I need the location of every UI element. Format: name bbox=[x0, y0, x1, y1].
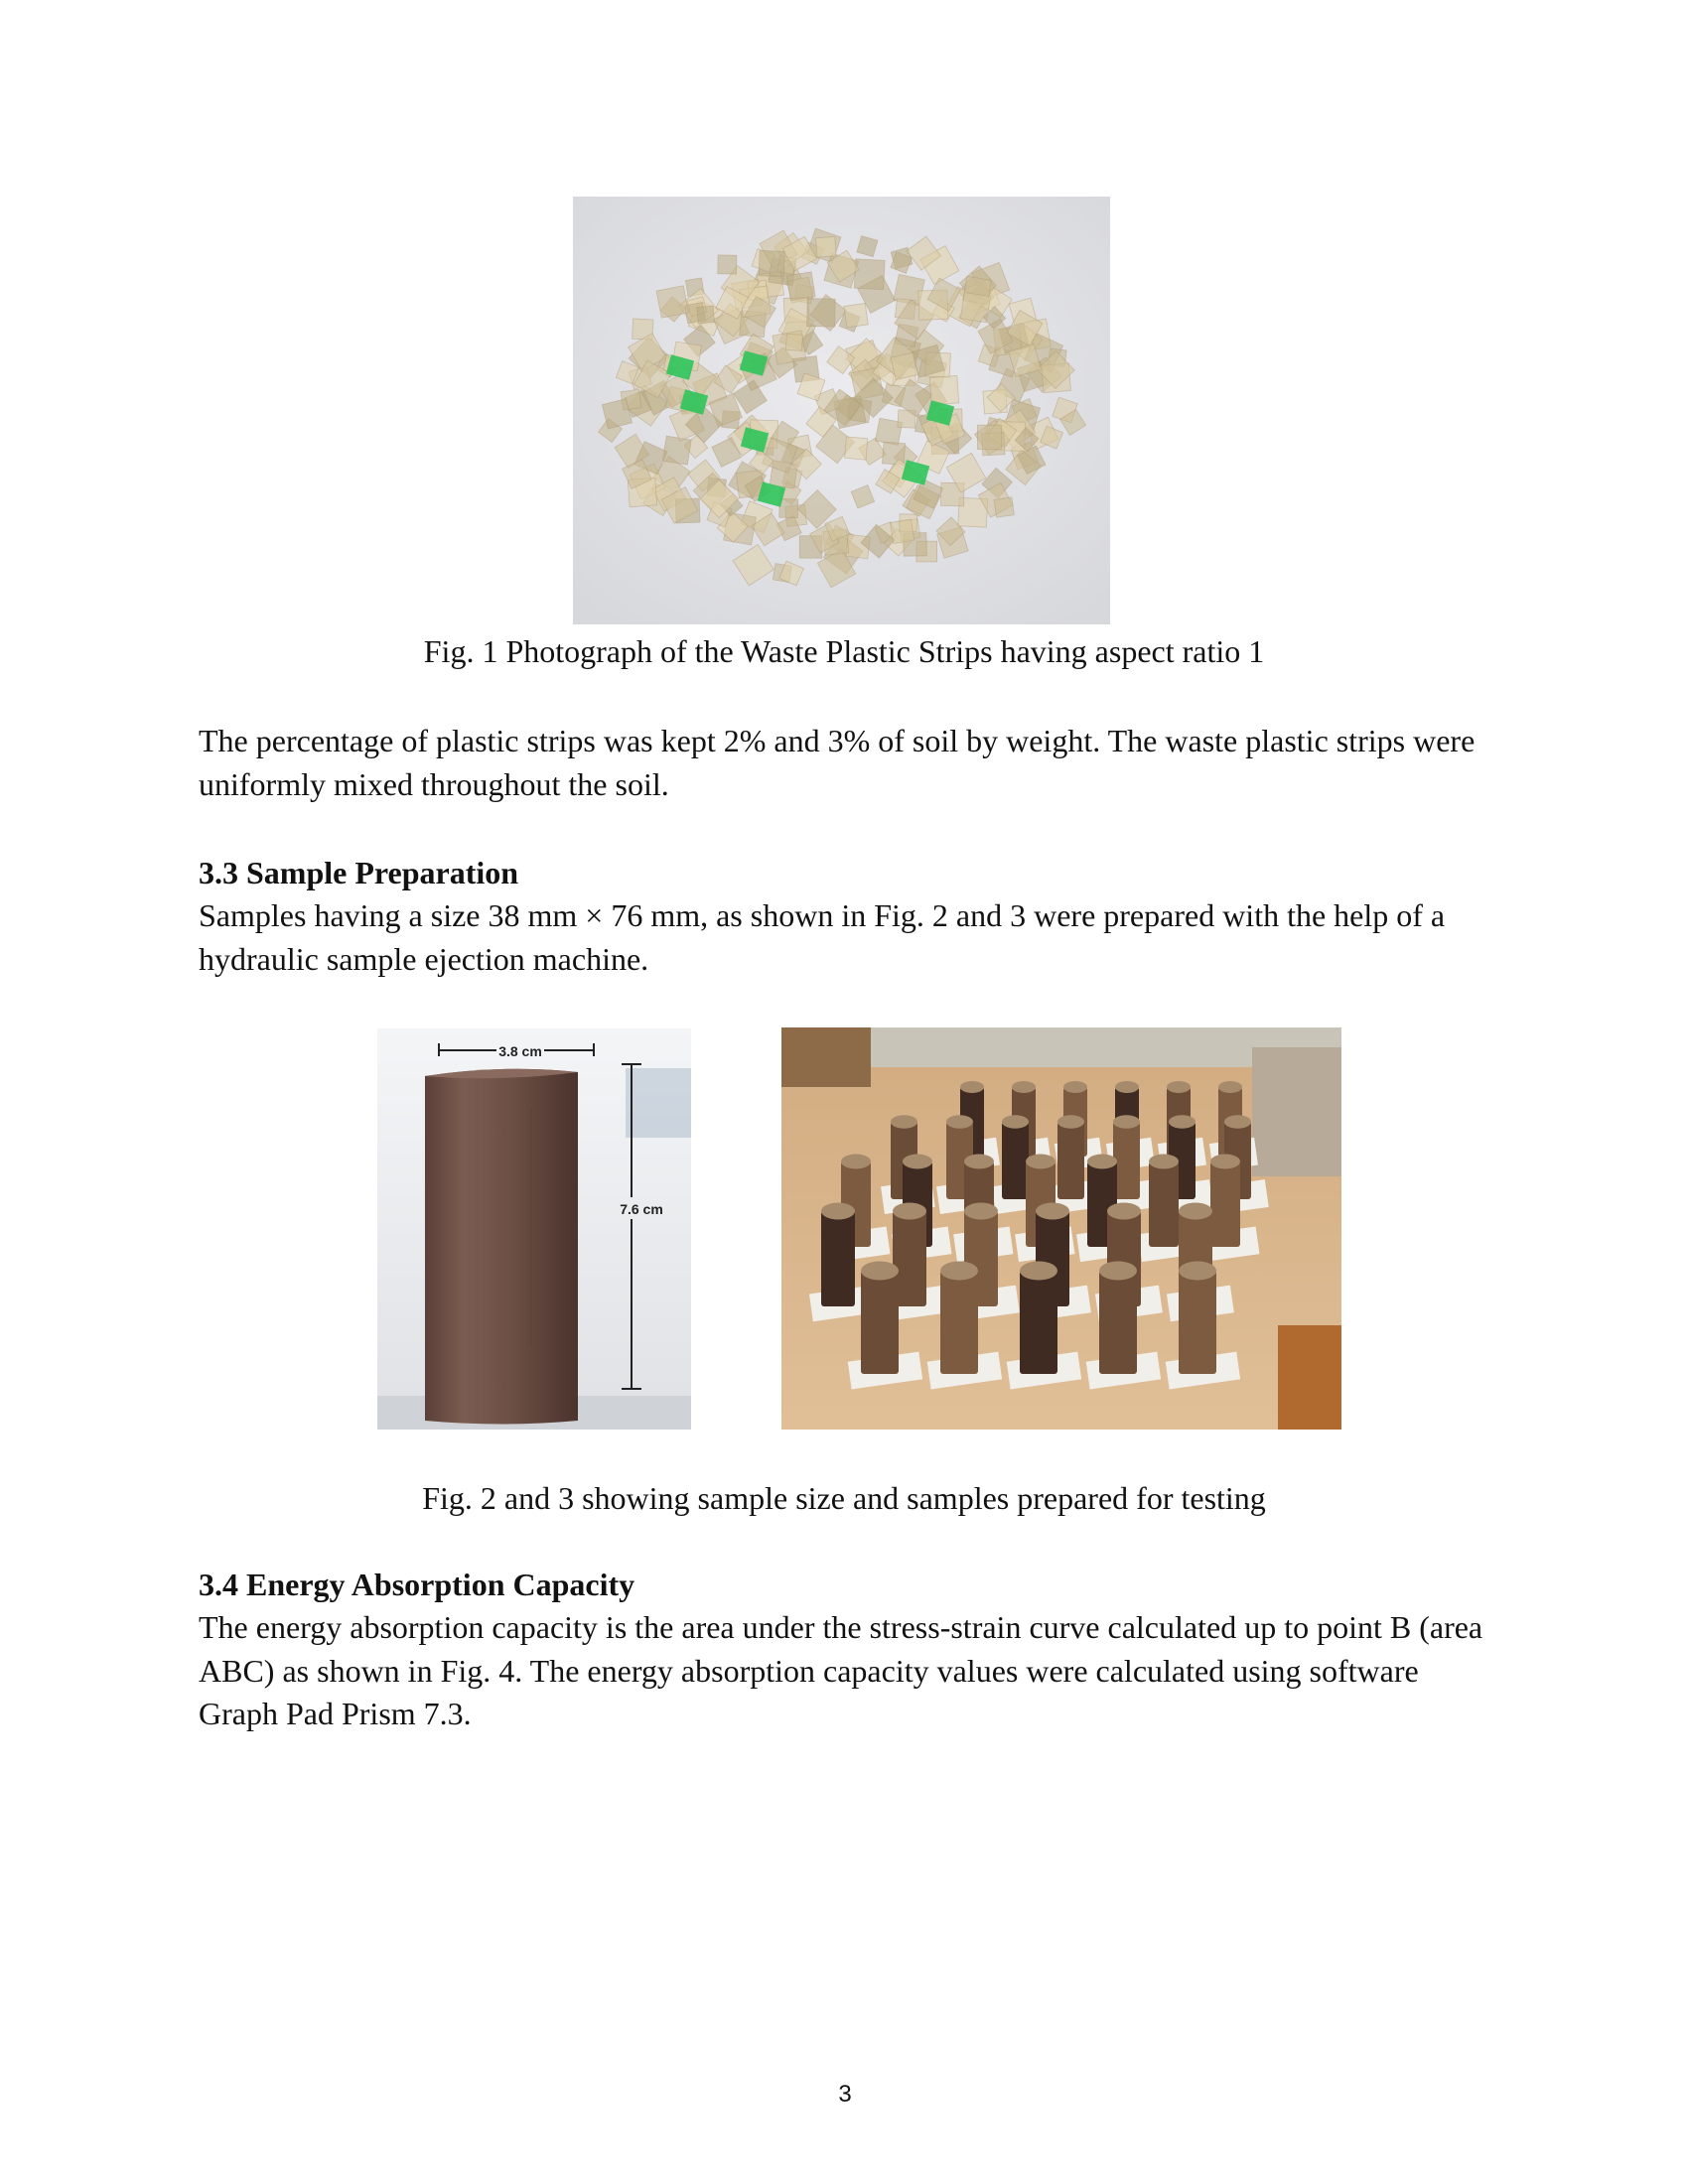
soil-sample-top bbox=[1036, 1203, 1069, 1220]
plastic-strip bbox=[890, 519, 914, 543]
soil-sample-cylinder bbox=[1099, 1271, 1137, 1374]
soil-sample-top bbox=[1002, 1115, 1029, 1129]
soil-sample-top bbox=[1224, 1115, 1251, 1129]
soil-sample-top bbox=[861, 1262, 899, 1281]
width-dimension-label: 3.8 cm bbox=[498, 1043, 542, 1059]
plastic-strip bbox=[994, 497, 1014, 517]
plastic-strip bbox=[785, 334, 802, 350]
soil-sample-top bbox=[964, 1155, 994, 1169]
soil-sample-top bbox=[960, 1081, 984, 1093]
soil-sample-top bbox=[1087, 1155, 1117, 1169]
soil-sample-cylinder bbox=[1179, 1271, 1216, 1374]
soil-sample-top bbox=[1179, 1203, 1212, 1220]
soil-sample-cylinder bbox=[1149, 1161, 1179, 1247]
plastic-strip bbox=[845, 437, 868, 460]
plastic-strip bbox=[807, 299, 835, 327]
soil-sample-top bbox=[1179, 1262, 1216, 1281]
soil-sample-top bbox=[1057, 1115, 1084, 1129]
plastic-strip bbox=[929, 375, 958, 404]
plastic-strip bbox=[759, 250, 784, 276]
plastic-strip bbox=[662, 436, 691, 465]
soil-sample-cylinder bbox=[1057, 1122, 1084, 1199]
section-3-3-text: Samples having a size 38 mm × 76 mm, as shown in Fig. 2 and 3 were prepared with the help of a hydraulic sample ejection machine. bbox=[199, 897, 1446, 977]
plastic-strip bbox=[891, 352, 917, 379]
height-dimension-label: 7.6 cm bbox=[620, 1201, 663, 1217]
soil-sample-top bbox=[946, 1115, 973, 1129]
fig1-caption: Fig. 1 Photograph of the Waste Plastic Strips having aspect ratio 1 bbox=[423, 633, 1265, 669]
soil-sample-cylinder bbox=[861, 1271, 899, 1374]
page-number: 3 bbox=[838, 2081, 852, 2108]
intro-paragraph: The percentage of plastic strips was kept 2% and 3% of soil by weight. The waste plastic strips were uniformly mixed throughout the soil. bbox=[199, 723, 1476, 802]
plastic-strip bbox=[697, 306, 715, 324]
fig2-sample-size-photo bbox=[377, 1028, 691, 1430]
soil-sample-top bbox=[1149, 1155, 1179, 1169]
plastic-strip bbox=[816, 236, 837, 257]
section-3-4-heading: 3.4 Energy Absorption Capacity bbox=[199, 1567, 635, 1602]
soil-sample-top bbox=[1107, 1203, 1141, 1220]
soil-sample-top bbox=[964, 1203, 998, 1220]
soil-sample-cylinder bbox=[1210, 1161, 1240, 1247]
soil-sample-top bbox=[821, 1203, 855, 1220]
soil-sample-cylinder bbox=[1113, 1122, 1140, 1199]
plastic-strip bbox=[602, 399, 632, 429]
plastic-strip bbox=[854, 259, 885, 290]
plastic-strip bbox=[779, 499, 798, 518]
soil-sample-cylinder bbox=[821, 1211, 855, 1306]
soil-sample-top bbox=[1167, 1081, 1191, 1093]
soil-sample-top bbox=[893, 1203, 926, 1220]
plastic-strip bbox=[656, 286, 688, 318]
soil-sample-top bbox=[1115, 1081, 1139, 1093]
fig3-prepared-samples-photo bbox=[781, 1027, 1341, 1430]
soil-sample-top bbox=[1218, 1081, 1242, 1093]
soil-sample-cylinder bbox=[1020, 1271, 1057, 1374]
section-3-4-text: The energy absorption capacity is the area under the stress-strain curve calculated up to point B (area ABC) as shown in Fig. 4. The energy absorption capacity values were calculated using software Graph Pad Prism 7.3. bbox=[199, 1609, 1483, 1731]
plastic-strip bbox=[718, 255, 737, 274]
soil-sample-top bbox=[891, 1115, 917, 1129]
soil-sample-top bbox=[1020, 1262, 1057, 1281]
soil-sample-top bbox=[940, 1262, 978, 1281]
fig23-caption: Fig. 2 and 3 showing sample size and samples prepared for testing bbox=[422, 1480, 1266, 1516]
soil-sample-cylinder bbox=[940, 1271, 978, 1374]
soil-sample-top bbox=[1169, 1115, 1196, 1129]
soil-sample-top bbox=[841, 1155, 871, 1169]
soil-sample-top bbox=[1012, 1081, 1036, 1093]
soil-sample-top bbox=[1210, 1155, 1240, 1169]
plastic-strip bbox=[844, 304, 868, 328]
soil-sample-top bbox=[1063, 1081, 1087, 1093]
section-3-3-heading: 3.3 Sample Preparation bbox=[199, 855, 519, 890]
plastic-strip bbox=[786, 272, 815, 301]
fig1-plastic-strips-photo bbox=[573, 197, 1110, 624]
soil-sample-top bbox=[903, 1155, 932, 1169]
plastic-strips-illustration bbox=[573, 197, 1110, 624]
soil-sample-top bbox=[1026, 1155, 1055, 1169]
soil-sample-top bbox=[1099, 1262, 1137, 1281]
plastic-strip bbox=[977, 425, 1001, 449]
soil-sample-cylinder bbox=[1002, 1122, 1029, 1199]
soil-sample-top bbox=[1113, 1115, 1140, 1129]
